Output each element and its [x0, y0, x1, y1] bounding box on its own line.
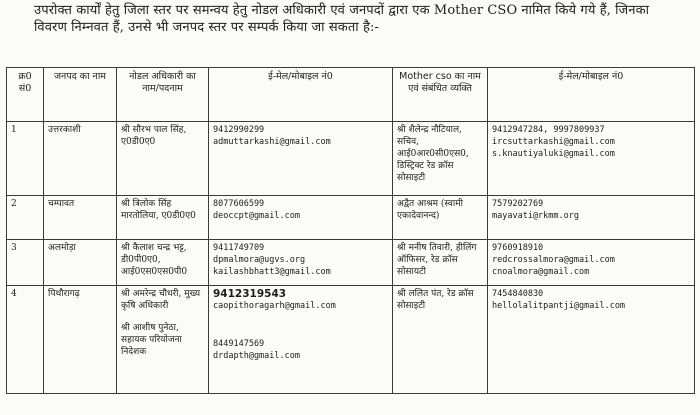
nodal-officer-table	[6, 67, 695, 394]
cell-contact	[209, 286, 393, 394]
cell-cso-contact	[488, 240, 695, 286]
cell-sn: 4	[7, 286, 44, 394]
nodal-officer-name: श्री आशीष पुनेठा, सहायक परियोजना निदेशक	[121, 323, 182, 357]
cell-contact	[209, 122, 393, 196]
email-link[interactable]: deoccpt@gmail.com	[213, 211, 300, 221]
header-mother-cso: Mother cso का नाम एवं संबंधित व्यक्ति	[393, 68, 488, 122]
header-sn: क्र0 सं0	[7, 68, 44, 122]
cell-contact	[209, 240, 393, 286]
table-row	[7, 286, 695, 394]
cso-phone-number: 7579202769	[492, 199, 544, 209]
cell-sn: 3	[7, 240, 44, 286]
cell-nodal-officer: श्री सौरभ पाल सिंह, ए0डी0ए0	[117, 122, 209, 196]
header-nodal-officer: नोडल अधिकारी का नाम/पदनाम	[117, 68, 209, 122]
cso-email-link[interactable]: ircsuttarkashi@gmail.com	[492, 137, 615, 147]
cso-email-link[interactable]: hellolalitpantji@gmail.com	[492, 301, 626, 311]
email-link[interactable]: dpmalmora@ugvs.org	[213, 255, 306, 265]
cso-phone-number: 9412947284, 9997809937	[492, 125, 605, 135]
cell-district: पिथौरागढ़	[44, 286, 117, 394]
intro-paragraph: उपरोक्त कार्यों हेतु जिला स्तर पर समन्वय हेतु नोडल अधिकारी एवं जनपदों द्वारा एक Mother CSO नामित किये गये हैं, जिनका विवरण निम्नवत हैं, उनसे भी जनपद स्तर पर सम्पर्क किया जा सकता है:-	[34, 3, 650, 35]
cell-district: अलमोड़ा	[44, 240, 117, 286]
cell-cso-contact	[488, 122, 695, 196]
email-link[interactable]: caopithoragarh@gmail.com	[213, 301, 336, 311]
cell-cso: श्री ललित पंत, रेड क्रॉस सोसाइटी	[393, 286, 488, 394]
cell-cso: अद्वैत आश्रम (स्वामी एकादेवानन्द)	[393, 196, 488, 240]
cell-nodal-officer	[117, 286, 209, 394]
phone-number: 9411749709	[213, 243, 265, 253]
cso-email-link[interactable]: cnoalmora@gmail.com	[492, 267, 590, 277]
phone-number: 8449147569	[213, 339, 265, 349]
cso-email-link[interactable]: s.knautiyaluki@gmail.com	[492, 149, 615, 159]
header-contact: ई-मेल/मोबाइल नं0	[209, 68, 393, 122]
table-row	[7, 196, 695, 240]
phone-number: 8077606599	[213, 199, 265, 209]
cell-cso-contact	[488, 286, 695, 394]
cso-email-link[interactable]: mayavati@rkmm.org	[492, 211, 579, 221]
cell-cso-contact	[488, 196, 695, 240]
email-link[interactable]: drdapth@gmail.com	[213, 351, 300, 361]
cell-district: चम्पावत	[44, 196, 117, 240]
header-cso-contact: ई-मेल/मोबाइल नं0	[488, 68, 695, 122]
cso-phone-number: 7454840830	[492, 289, 544, 299]
cell-nodal-officer: श्री त्रिलोक सिंह मारतोलिया, ए0डी0ए0	[117, 196, 209, 240]
cell-district: उत्तरकाशी	[44, 122, 117, 196]
table-row	[7, 122, 695, 196]
phone-number: 9412990299	[213, 125, 265, 135]
cell-sn: 2	[7, 196, 44, 240]
cell-sn: 1	[7, 122, 44, 196]
cell-nodal-officer: श्री कैलाश चन्द्र भट्ट, डी0पी0ए0, आई0एस0एस0पी0	[117, 240, 209, 286]
email-link[interactable]: admuttarkashi@gmail.com	[213, 137, 331, 147]
table-header-row	[7, 68, 695, 122]
header-district: जनपद का नाम	[44, 68, 117, 122]
email-link[interactable]: kailashbhatt3@gmail.com	[213, 267, 331, 277]
cell-contact	[209, 196, 393, 240]
nodal-officer-name: श्री अमरेन्द्र चौधरी, मुख्य कृषि अधिकारी	[121, 289, 201, 311]
cell-cso: श्री मनीष तिवारी, हीलिंग ऑफिसर, रेड क्रॉस सोसायटी	[393, 240, 488, 286]
table-row	[7, 240, 695, 286]
cso-phone-number: 9760918910	[492, 243, 544, 253]
cso-email-link[interactable]: redcrossalmora@gmail.com	[492, 255, 615, 265]
cell-cso: श्री शैलेन्द्र नौटियाल, सचिव, आई0आर0सी0एस0, डिस्ट्रिक्ट रेड क्रॉस सोसाइटी	[393, 122, 488, 196]
phone-number: 9412319543	[213, 288, 287, 300]
